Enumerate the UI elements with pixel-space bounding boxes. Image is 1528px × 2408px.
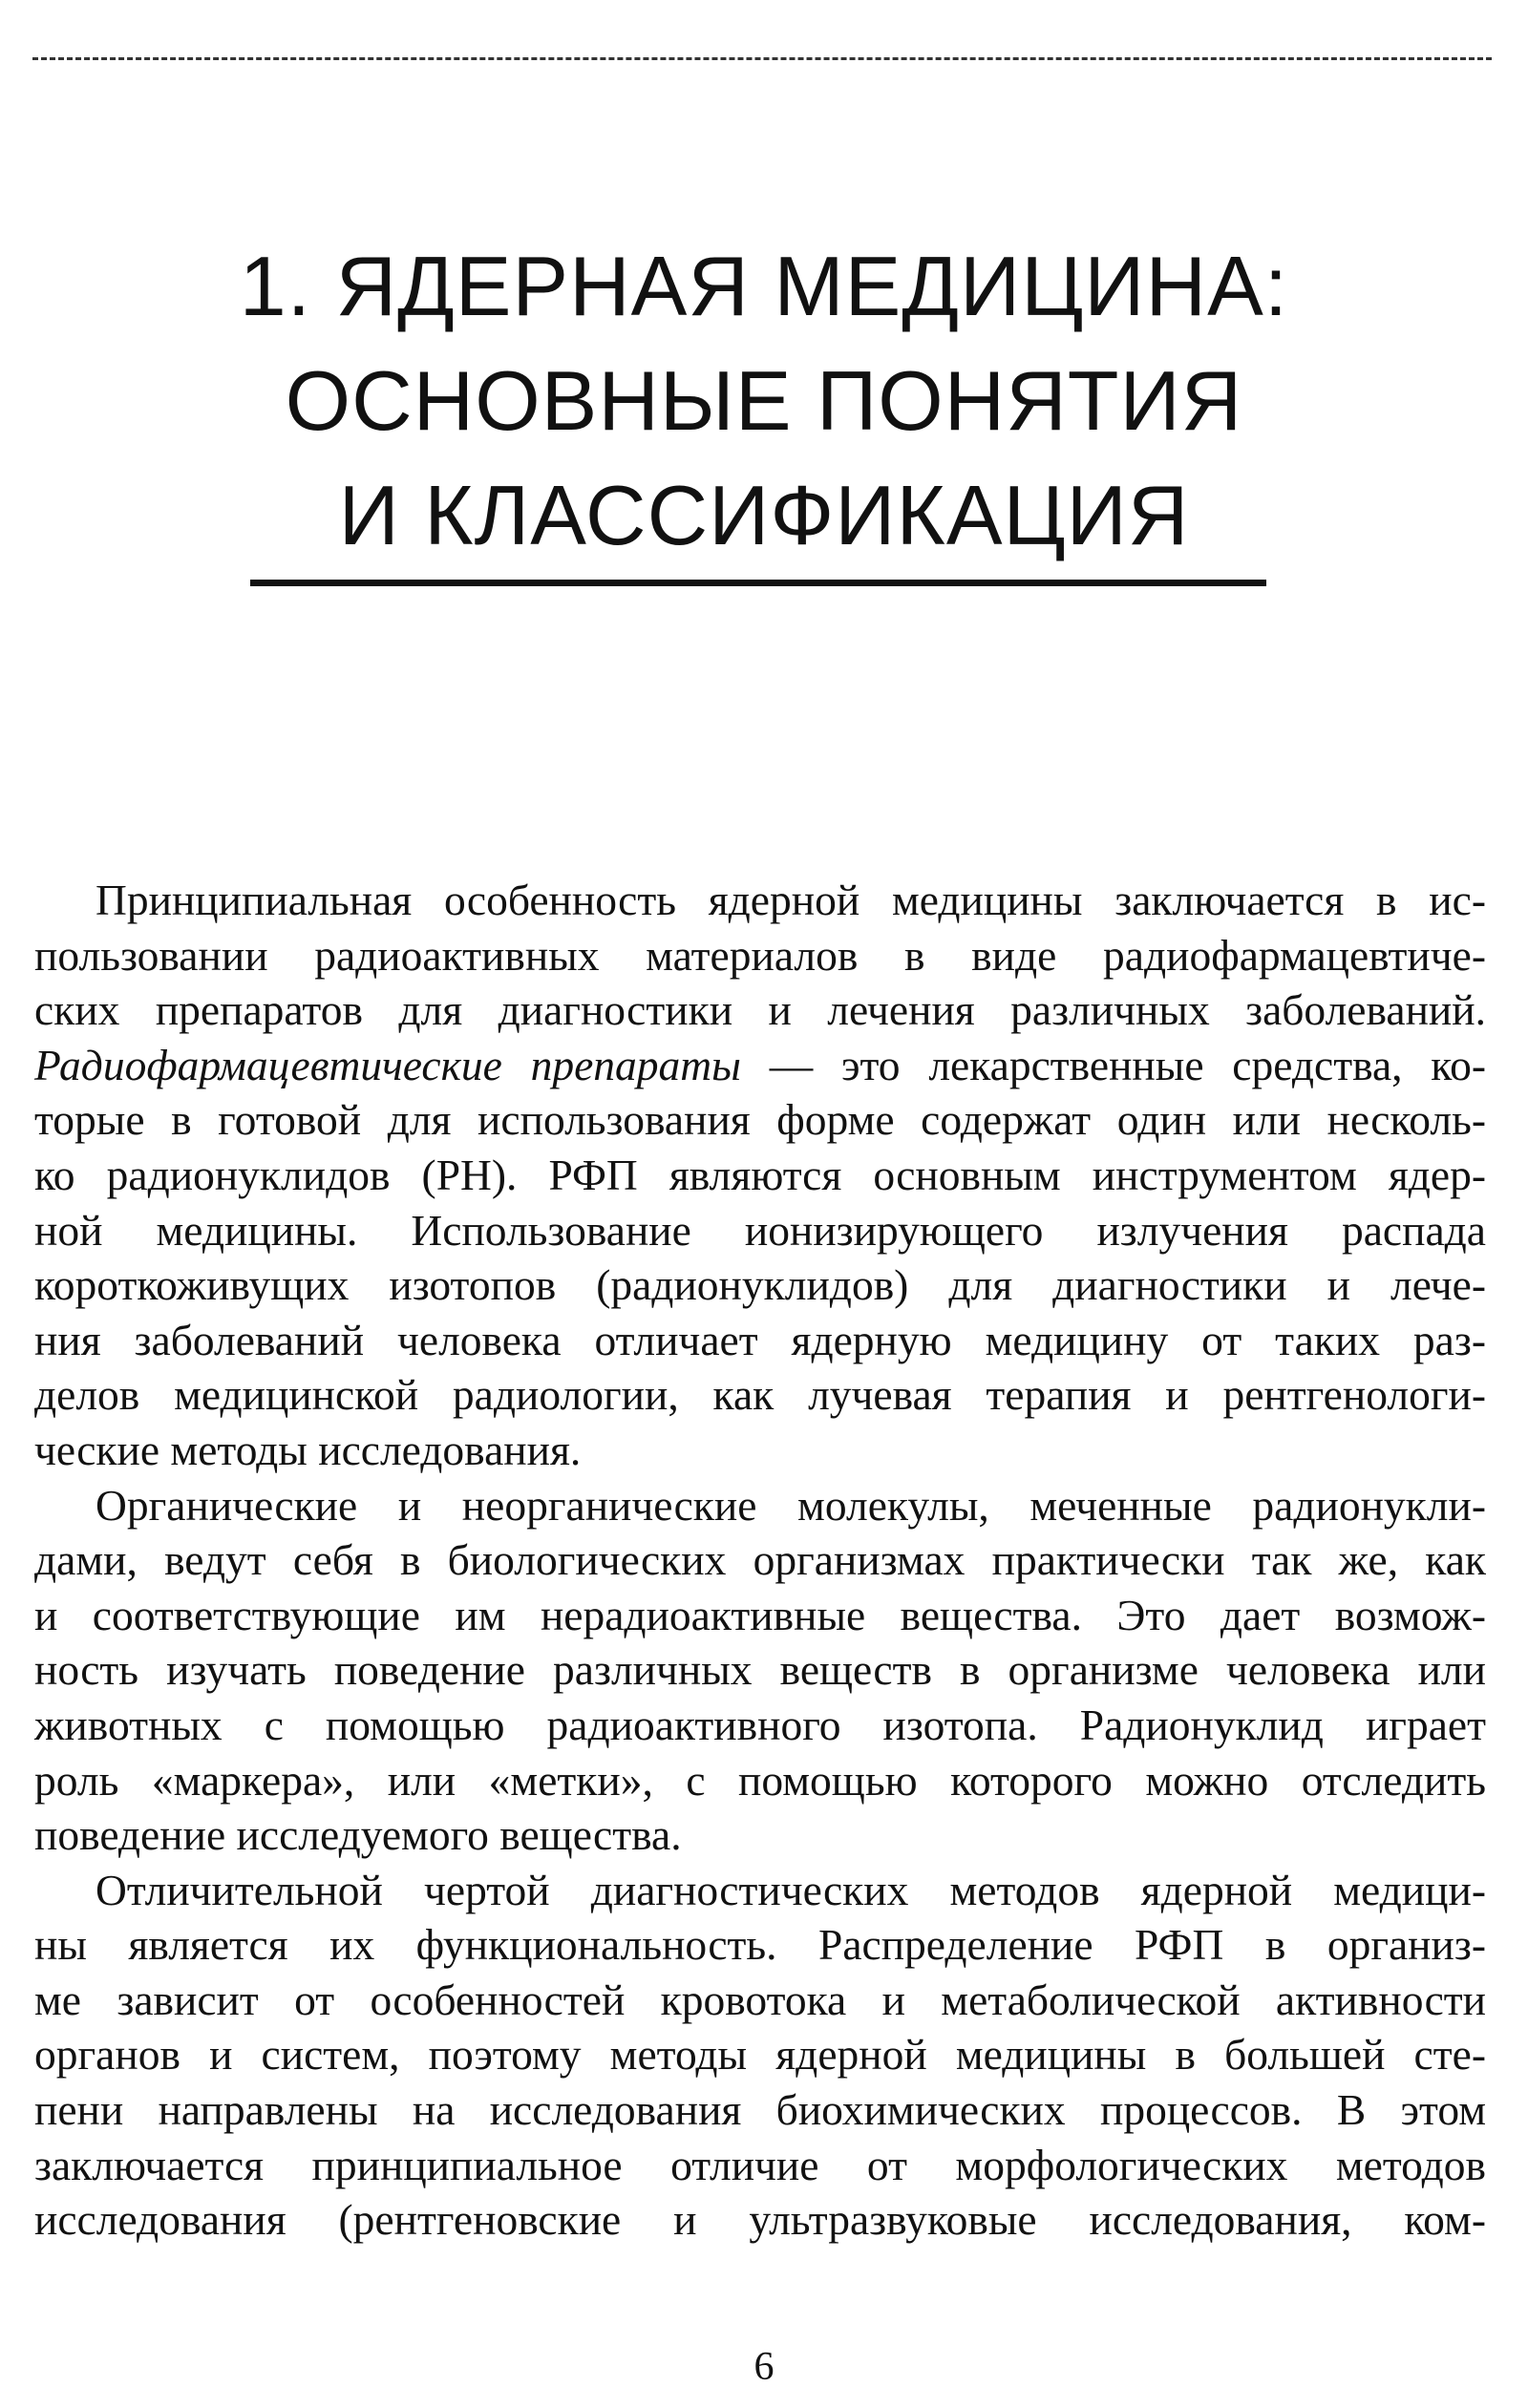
text-line: поведение исследуемого вещества. bbox=[34, 1810, 682, 1860]
chapter-title-line: ОСНОВНЫЕ ПОНЯТИЯ bbox=[285, 353, 1243, 448]
text-line: ния заболеваний человека отличает ядерную медицину от таких раз- bbox=[34, 1315, 1486, 1364]
text-line: ной медицины. Использование ионизирующего излучения распада bbox=[34, 1205, 1486, 1255]
top-dashed-rule bbox=[32, 57, 1492, 60]
paragraph-3 bbox=[34, 1863, 1486, 2248]
text-line: заключается принципиальное отличие от морфологических методов bbox=[34, 2140, 1486, 2189]
text-line-with-term bbox=[34, 1038, 1486, 1093]
paragraph-2 bbox=[34, 1478, 1486, 1863]
italic-term: Радиофармацевтические препараты bbox=[34, 1040, 741, 1089]
text-line: исследования (рентгеновские и ультразвуковые исследования, ком- bbox=[34, 2195, 1486, 2245]
chapter-title bbox=[0, 229, 1528, 573]
text-line: Принципиальная особенность ядерной медицины заключается в ис- bbox=[96, 876, 1486, 924]
text-line: короткоживущих изотопов (радионуклидов) для диагностики и лече- bbox=[34, 1260, 1486, 1310]
chapter-title-line: 1. ЯДЕРНАЯ МЕДИЦИНА: bbox=[239, 239, 1289, 333]
text-line: ко радионуклидов (РН). РФП являются основным инструментом ядер- bbox=[34, 1150, 1486, 1199]
chapter-title-line: И КЛАССИФИКАЦИЯ bbox=[338, 468, 1190, 562]
text-line: и соответствующие им нерадиоактивные вещества. Это дает возмож- bbox=[34, 1590, 1486, 1639]
title-underline bbox=[250, 580, 1266, 586]
text-line: пользовании радиоактивных материалов в виде радиофармацевтиче- bbox=[34, 930, 1486, 980]
text-line: ны является их функциональность. Распределение РФП в организ- bbox=[34, 1920, 1486, 1970]
text-line: пени направлены на исследования биохимических процессов. В этом bbox=[34, 2085, 1486, 2135]
text-line: ческие методы исследования. bbox=[34, 1425, 582, 1474]
body-text bbox=[34, 873, 1486, 2248]
text-line: торые в готовой для использования форме содержат один или несколь- bbox=[34, 1095, 1486, 1145]
text-line: животных с помощью радиоактивного изотопа. Радионуклид играет bbox=[34, 1700, 1486, 1749]
term-definition: — это лекарственные средства, ко- bbox=[740, 1040, 1486, 1089]
text-line: ских препаратов для диагностики и лечения различных заболеваний. bbox=[34, 985, 1486, 1035]
text-line: ность изучать поведение различных веществ в организме человека или bbox=[34, 1645, 1486, 1695]
text-line: дами, ведут себя в биологических организмах практически так же, как bbox=[34, 1535, 1486, 1585]
text-line: Органические и неорганические молекулы, меченные радионукли- bbox=[96, 1480, 1486, 1530]
text-line: делов медицинской радиологии, как лучевая терапия и рентгенологи- bbox=[34, 1370, 1486, 1420]
text-line: роль «маркера», или «метки», с помощью которого можно отследить bbox=[34, 1755, 1486, 1805]
text-line: ме зависит от особенностей кровотока и метаболической активности bbox=[34, 1975, 1486, 2024]
paragraph-1 bbox=[34, 873, 1486, 1478]
text-line: Отличительной чертой диагностических методов ядерной медици- bbox=[96, 1865, 1486, 1914]
text-line: органов и систем, поэтому методы ядерной медицины в большей сте- bbox=[34, 2030, 1486, 2080]
page-number: 6 bbox=[753, 2345, 775, 2389]
